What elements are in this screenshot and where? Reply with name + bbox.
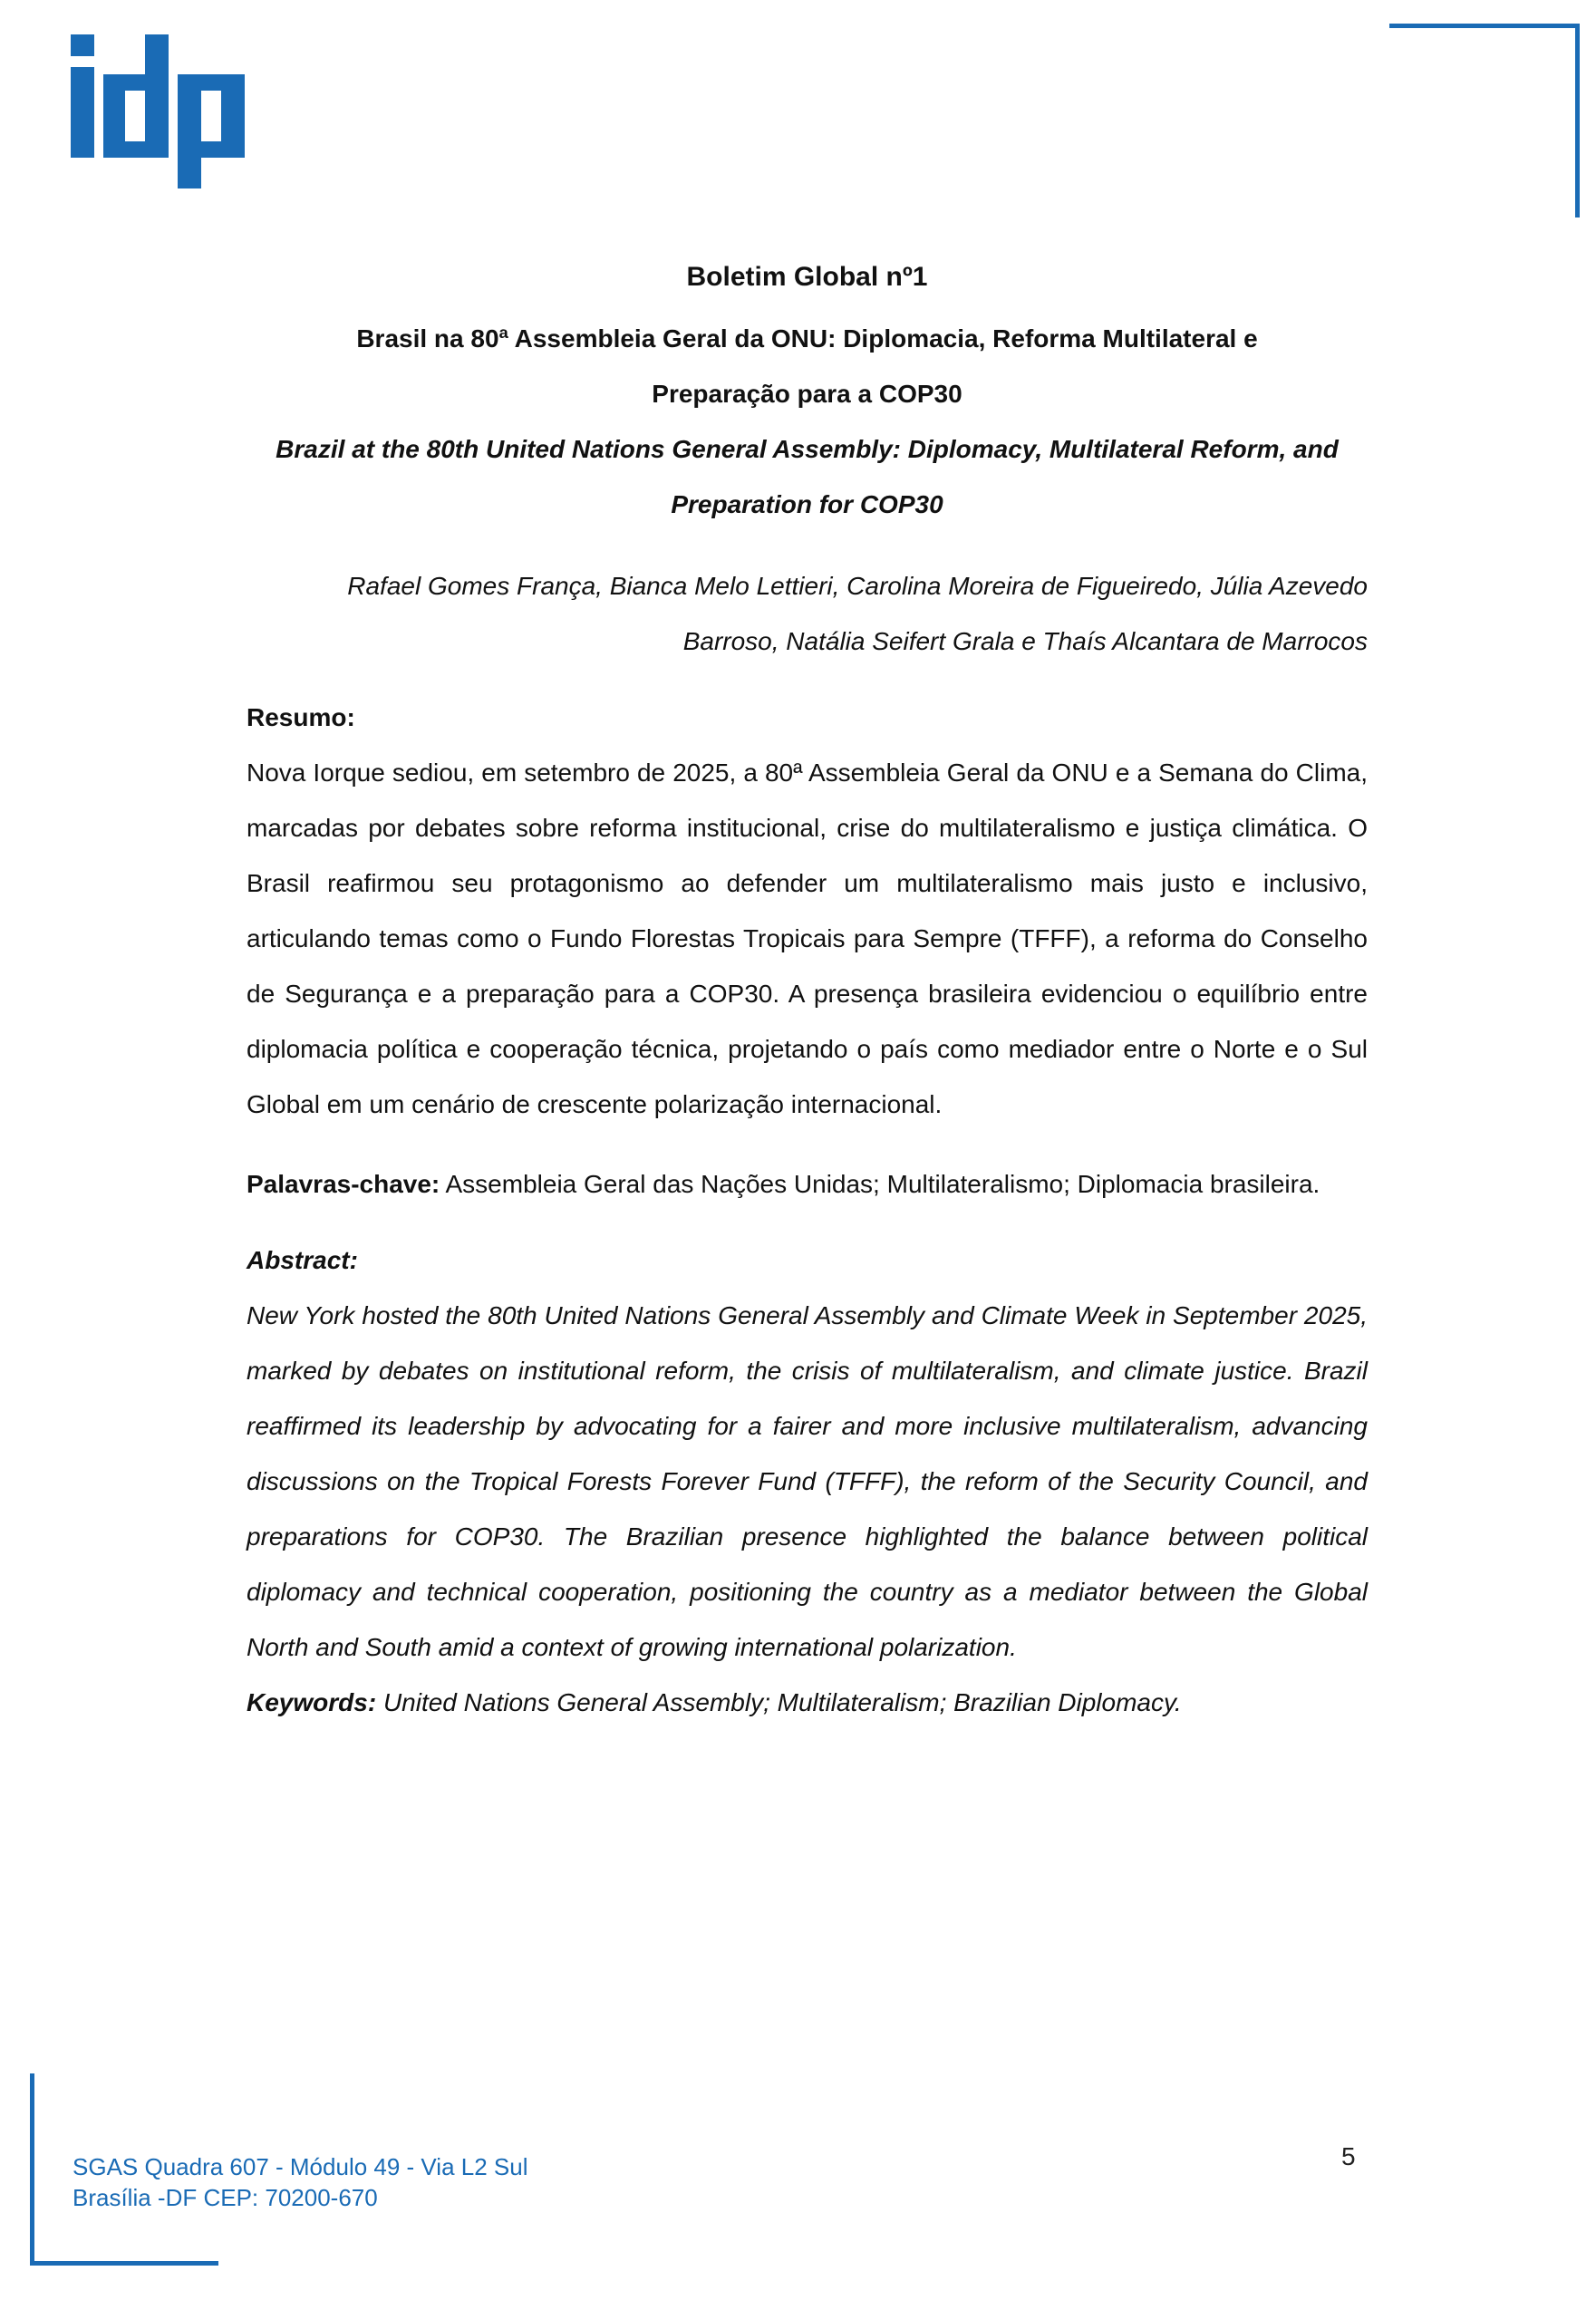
resumo-text: Nova Iorque sediou, em setembro de 2025, a 80ª Assembleia Geral da ONU e a Semana do Clima, marcadas por debates sobre reforma institucional, crise do multilateralismo e justiça climática. O Brasil reafirmou seu protagonismo ao defender um multilateralismo mais justo e inclusivo, articulando temas como o Fundo Florestas Tropicais para Sempre (TFFF), a reforma do Conselho de Segurança e a preparação para a COP30. A presença brasileira evidenciou o equilíbrio entre diplomacia política e cooperação técnica, projetando o país como mediador entre o Norte e o Sul Global em um cenário de crescente polarização internacional. — [247, 759, 1368, 1118]
palavras-chave — [247, 1156, 1368, 1212]
corner-frame-top-right-horizontal — [1389, 24, 1580, 28]
address-line-1: SGAS Quadra 607 - Módulo 49 - Via L2 Sul — [73, 2153, 528, 2180]
address-line-2: Brasília -DF CEP: 70200-670 — [73, 2184, 378, 2211]
abstract-label: Abstract: — [247, 1246, 358, 1274]
keywords-text: United Nations General Assembly; Multilateralism; Brazilian Diplomacy. — [382, 1688, 1182, 1716]
bulletin-title: Boletim Global nº1 — [686, 262, 928, 292]
document-body — [247, 257, 1368, 1730]
resumo-label: Resumo: — [247, 703, 355, 731]
corner-frame-bottom-left-horizontal — [30, 2261, 218, 2266]
title-portuguese: Brasil na 80ª Assembleia Geral da ONU: Diplomacia, Reforma Multilateral e Preparação para a COP30 — [356, 324, 1258, 408]
keywords-label: Keywords: — [247, 1688, 377, 1716]
palavras-chave-text: Assembleia Geral das Nações Unidas; Multilateralismo; Diplomacia brasileira. — [445, 1170, 1320, 1198]
idp-logo — [71, 34, 252, 188]
corner-frame-bottom-left-vertical — [30, 2073, 34, 2266]
palavras-chave-label: Palavras-chave: — [247, 1170, 440, 1198]
abstract-text: New York hosted the 80th United Nations General Assembly and Climate Week in September 2025, marked by debates on institutional reform, the crisis of multilateralism, and climate justice. Brazil reaffirmed its leadership by advocating for a fairer and more inclusive multilateralism, advancing discussions on the Tropical Forests Forever Fund (TFFF), the reform of the Security Council, and preparations for COP30. The Brazilian presence highlighted the balance between political diplomacy and technical cooperation, positioning the country as a mediator between the Global North and South amid a context of growing international polarization. — [247, 1301, 1368, 1661]
title-english: Brazil at the 80th United Nations General Assembly: Diplomacy, Multilateral Reform, and Preparation for COP30 — [276, 435, 1339, 518]
corner-frame-top-right-vertical — [1575, 24, 1580, 217]
footer-address — [73, 2151, 527, 2213]
page-number: 5 — [1341, 2142, 1356, 2170]
keywords — [247, 1675, 1368, 1730]
authors: Rafael Gomes França, Bianca Melo Lettieri, Carolina Moreira de Figueiredo, Júlia Azevedo Barroso, Natália Seifert Grala e Thaís Alcantara de Marrocos — [347, 572, 1368, 655]
